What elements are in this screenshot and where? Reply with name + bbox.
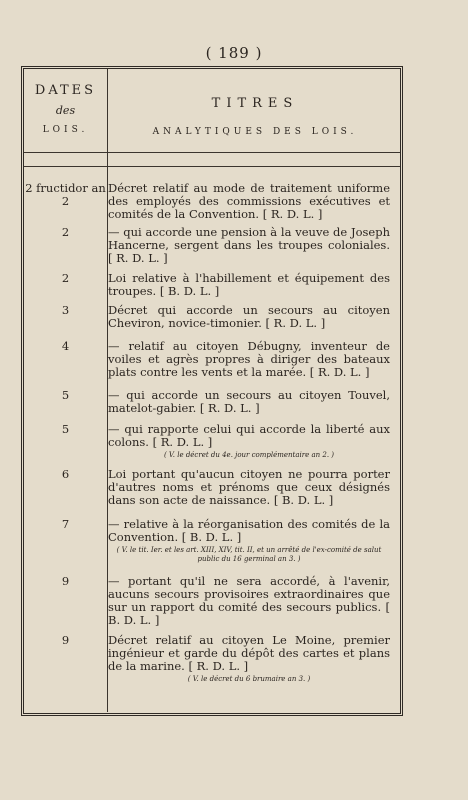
row-date: 2 xyxy=(61,225,70,239)
row-title: — qui accorde un secours au citoyen Touvel, matelot-gabier. [ R. D. L. ] xyxy=(108,388,390,415)
row-note: ( V. le tit. Ier. et les art. XIII, XIV, tit. II, et un arrêté de l'ex-comité de salut public du 16 germinal an 3. ) xyxy=(116,546,382,563)
header-rule-lower xyxy=(24,166,400,167)
row-title-text: Décret relatif au citoyen Le Moine, premier ingénieur et garde du dépôt des cartes et plans de la marine. [ R. D. L. ] xyxy=(108,633,390,673)
row-title-text: — qui rapporte celui qui accorde la liberté aux colons. [ R. D. L. ] xyxy=(108,422,390,449)
row-title: Loi portant qu'aucun citoyen ne pourra porter d'autres noms et prénoms que ceux désignés dans son acte de naissance. [ B. D. L. ] xyxy=(108,467,390,507)
row-date: 5 xyxy=(61,388,70,402)
dates-header-line1: DATES xyxy=(34,83,97,98)
row-date: 2 xyxy=(61,271,70,285)
row-title xyxy=(108,634,390,684)
row-title: Décret qui accorde un secours au citoyen Cheviron, novice-timonier. [ R. D. L. ] xyxy=(108,303,390,330)
row-title-text: — relative à la réorganisation des comités de la Convention. [ B. D. L. ] xyxy=(108,517,390,544)
row-title xyxy=(108,518,390,564)
row-title: Loi relative à l'habillement et équipement des troupes. [ B. D. L. ] xyxy=(108,271,390,298)
dates-column-header xyxy=(24,84,107,135)
row-title: — portant qu'il ne sera accordé, à l'avenir, aucuns secours provisoires extraordinaires que sur un rapport du comité des secours publics. [ B. D. L. ] xyxy=(108,574,390,627)
row-date: 3 xyxy=(61,303,70,317)
header-rule xyxy=(24,152,400,153)
titres-header-line2: ANALYTIQUES DES LOIS. xyxy=(152,127,358,137)
row-date: 4 xyxy=(61,339,70,353)
row-date: 6 xyxy=(61,467,70,481)
row-date: 7 xyxy=(61,517,70,531)
row-date: 2 fructidor an 2 xyxy=(25,181,106,208)
row-title: — relatif au citoyen Débugny, inventeur de voiles et agrès propres à diriger des bateaux plats contre les vents et la marée. [ R. D. L. ] xyxy=(108,339,390,379)
dates-header-line3: LOIS. xyxy=(42,125,89,135)
row-note: ( V. le décret du 6 brumaire an 3. ) xyxy=(187,675,311,683)
titres-header-line1: TITRES xyxy=(211,96,299,111)
row-date: 9 xyxy=(61,574,70,588)
row-date: 9 xyxy=(61,633,70,647)
titres-column-header xyxy=(110,96,400,137)
row-title xyxy=(108,423,390,460)
row-date: 5 xyxy=(61,422,70,436)
page-number: ( 189 ) xyxy=(205,44,263,62)
row-title: Décret relatif au mode de traitement uniforme des employés des commissions exécutives et comités de la Convention. [ R. D. L. ] xyxy=(108,181,390,221)
row-note: ( V. le décret du 4e. jour complémentaire an 2. ) xyxy=(163,451,335,459)
row-title: — qui accorde une pension à la veuve de Joseph Hancerne, sergent dans les troupes coloniales. [ R. D. L. ] xyxy=(108,225,390,265)
dates-header-line2: des xyxy=(55,104,76,117)
